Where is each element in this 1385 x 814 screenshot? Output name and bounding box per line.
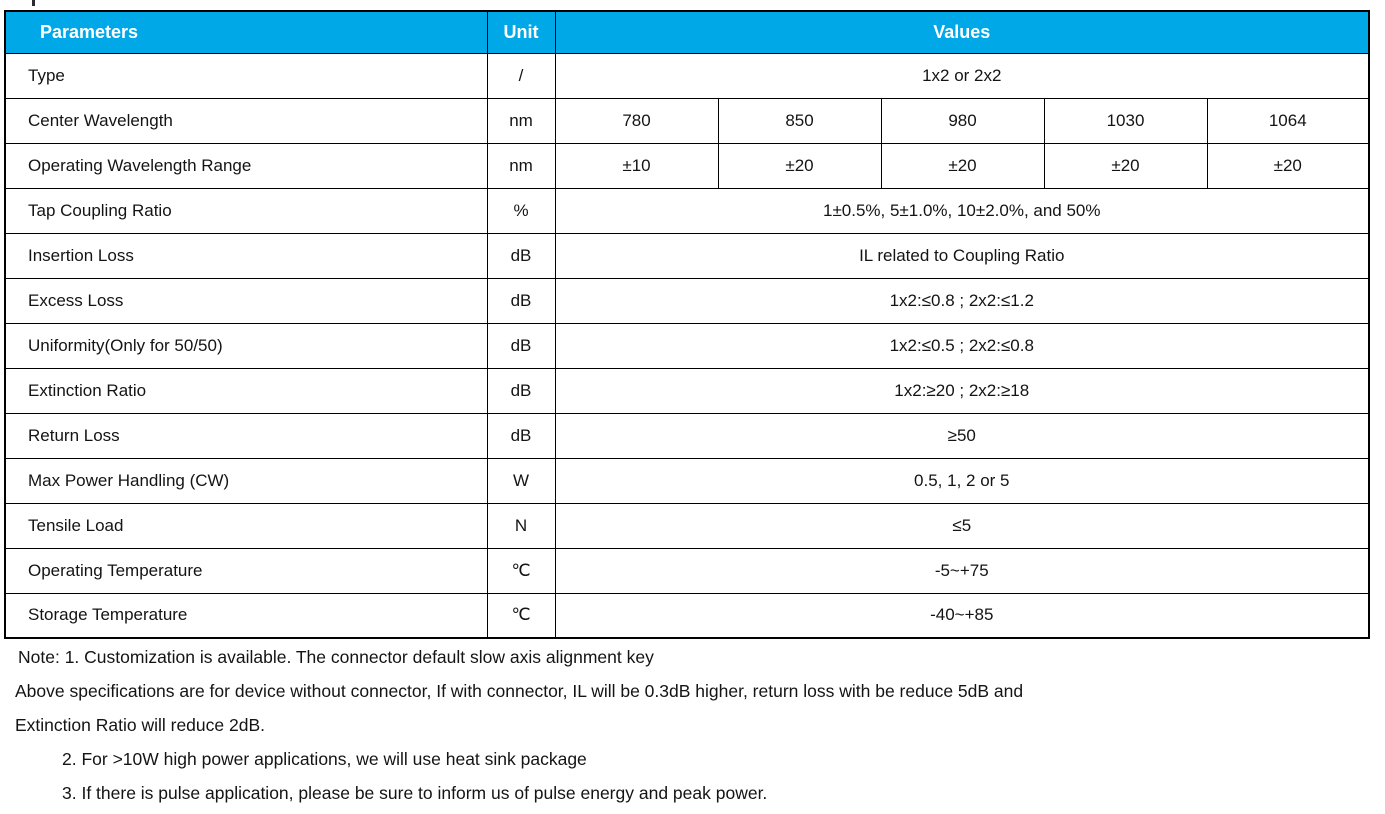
value-cell: 1030 xyxy=(1044,98,1207,143)
value-cell: 780 xyxy=(555,98,718,143)
note-line-3: Extinction Ratio will reduce 2dB. xyxy=(15,715,265,735)
value-cell: ±10 xyxy=(555,143,718,188)
table-row-uniformity xyxy=(5,323,1369,368)
table-row-excess-loss xyxy=(5,278,1369,323)
value-cell: IL related to Coupling Ratio xyxy=(555,233,1369,278)
param-cell: Extinction Ratio xyxy=(5,368,487,413)
value-cell: 1064 xyxy=(1207,98,1369,143)
table-row-operating-wavelength-range xyxy=(5,143,1369,188)
unit-cell: / xyxy=(487,53,555,98)
unit-cell: W xyxy=(487,458,555,503)
note-line-1: Note: 1. Customization is available. The connector default slow axis alignment key xyxy=(18,647,654,667)
value-cell: 0.5, 1, 2 or 5 xyxy=(555,458,1369,503)
value-cell: -5~+75 xyxy=(555,548,1369,593)
value-cell: ≤5 xyxy=(555,503,1369,548)
table-row-center-wavelength xyxy=(5,98,1369,143)
value-cell: 1x2 or 2x2 xyxy=(555,53,1369,98)
table-row-return-loss xyxy=(5,413,1369,458)
unit-cell: N xyxy=(487,503,555,548)
param-cell: Tap Coupling Ratio xyxy=(5,188,487,233)
unit-cell: dB xyxy=(487,323,555,368)
param-cell: Uniformity(Only for 50/50) xyxy=(5,323,487,368)
value-cell: 1x2:≥20 ; 2x2:≥18 xyxy=(555,368,1369,413)
note-line-2: Above specifications are for device without connector, If with connector, IL will be 0.3dB higher, return loss with be reduce 5dB and xyxy=(15,681,1024,701)
table-row-insertion-loss xyxy=(5,233,1369,278)
note-line-5: 3. If there is pulse application, please be sure to inform us of pulse energy and peak power. xyxy=(62,783,768,803)
header-row xyxy=(5,11,1369,53)
unit-cell: nm xyxy=(487,143,555,188)
table-row-tensile-load xyxy=(5,503,1369,548)
value-cell: ≥50 xyxy=(555,413,1369,458)
table-row-type xyxy=(5,53,1369,98)
param-cell: Tensile Load xyxy=(5,503,487,548)
value-cell: 1x2:≤0.5 ; 2x2:≤0.8 xyxy=(555,323,1369,368)
table-row-tap-coupling-ratio xyxy=(5,188,1369,233)
value-cell: 980 xyxy=(881,98,1044,143)
param-cell: Excess Loss xyxy=(5,278,487,323)
col-header-values: Values xyxy=(555,11,1369,53)
table-row-extinction-ratio xyxy=(5,368,1369,413)
table-row-operating-temperature xyxy=(5,548,1369,593)
value-cell: ±20 xyxy=(881,143,1044,188)
table-row-storage-temperature xyxy=(5,593,1369,638)
unit-cell: ℃ xyxy=(487,548,555,593)
unit-cell: % xyxy=(487,188,555,233)
param-cell: Type xyxy=(5,53,487,98)
value-cell: 850 xyxy=(718,98,881,143)
value-cell: 1x2:≤0.8 ; 2x2:≤1.2 xyxy=(555,278,1369,323)
cropped-text-fragment xyxy=(32,0,35,6)
spec-table xyxy=(4,10,1370,639)
param-cell: Operating Temperature xyxy=(5,548,487,593)
param-cell: Max Power Handling (CW) xyxy=(5,458,487,503)
unit-cell: nm xyxy=(487,98,555,143)
table-row-max-power-handling xyxy=(5,458,1369,503)
param-cell: Insertion Loss xyxy=(5,233,487,278)
value-cell: ±20 xyxy=(1207,143,1369,188)
value-cell: -40~+85 xyxy=(555,593,1369,638)
param-cell: Operating Wavelength Range xyxy=(5,143,487,188)
param-cell: Return Loss xyxy=(5,413,487,458)
param-cell: Center Wavelength xyxy=(5,98,487,143)
col-header-unit: Unit xyxy=(487,11,555,53)
col-header-parameters: Parameters xyxy=(5,11,487,53)
unit-cell: ℃ xyxy=(487,593,555,638)
unit-cell: dB xyxy=(487,233,555,278)
unit-cell: dB xyxy=(487,413,555,458)
value-cell: ±20 xyxy=(1044,143,1207,188)
notes xyxy=(0,640,1382,810)
unit-cell: dB xyxy=(487,368,555,413)
value-cell: 1±0.5%, 5±1.0%, 10±2.0%, and 50% xyxy=(555,188,1369,233)
unit-cell: dB xyxy=(487,278,555,323)
note-line-4: 2. For >10W high power applications, we will use heat sink package xyxy=(62,749,587,769)
param-cell: Storage Temperature xyxy=(5,593,487,638)
value-cell: ±20 xyxy=(718,143,881,188)
